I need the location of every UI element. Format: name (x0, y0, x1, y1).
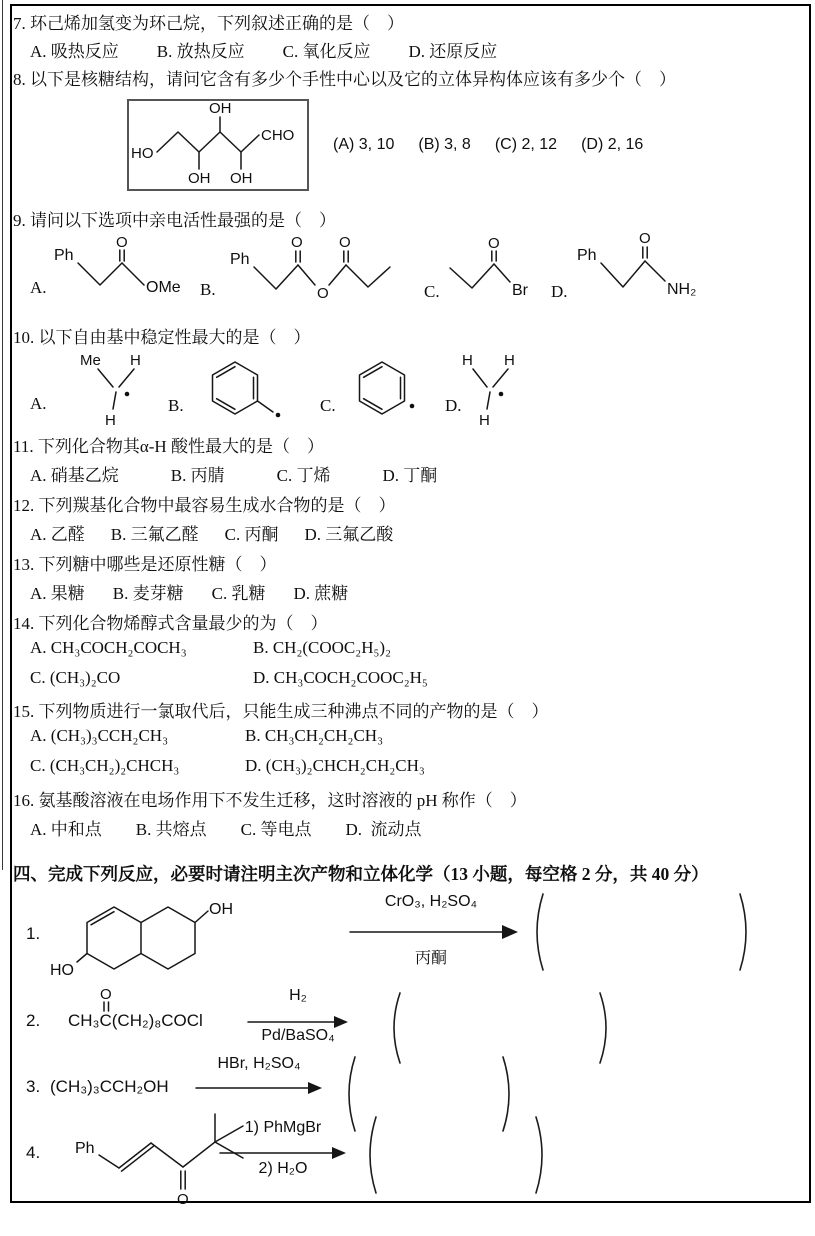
ribose-structure-box (127, 99, 309, 191)
reaction-4-close-paren (532, 1114, 550, 1196)
ome-label: OMe (146, 279, 181, 296)
option-b: B. 共熔点 (135, 820, 207, 839)
reaction-2-substrate: CH₃C(CH₂)₈COCl (68, 1011, 203, 1030)
question-12-stem: 12. 下列羰基化合物中最容易生成水合物的是（ ） (13, 496, 396, 515)
question-12-options (30, 520, 393, 545)
reaction-4-step2-below: 2) H₂O (258, 1160, 308, 1177)
structure-ethyl-radical (80, 348, 170, 428)
structure-methyl-radical (460, 348, 540, 428)
reaction-3-reagent-above: HBr, H₂SO₄ (217, 1055, 301, 1072)
reaction-1-open-paren (529, 891, 547, 973)
structure-phenylacetate-ester (52, 234, 202, 312)
reaction-3-arrow (194, 1078, 326, 1098)
question-13-options (30, 579, 348, 604)
reaction-2-number: 2. (26, 1011, 41, 1030)
structure-anhydride (228, 234, 403, 314)
structure-acyl-bromide (448, 236, 548, 314)
question-8-stem: 8. 以下是核糖结构，请问它含有多少个手性中心以及它的立体异构体应该有多少个（ ） (13, 70, 676, 89)
option-b: B. 丙腈 (170, 466, 225, 485)
structure-phenyl-radical (342, 350, 432, 426)
q15-option-a: A. (CH₃)₃CCH₂CH₃ (30, 726, 168, 745)
ribose-structure (129, 101, 307, 189)
ph-label: Ph (577, 247, 597, 264)
reaction-4-number: 4. (26, 1143, 41, 1162)
reaction-4-step1-above: 1) PhMgBr (244, 1119, 322, 1136)
q14-option-d: D. CH₃COCH₂COOC₂H₅ (253, 668, 428, 687)
option-a: A. 吸热反应 (30, 42, 119, 61)
question-9-stem: 9. 请问以下选项中亲电活性最强的是（ ） (13, 211, 336, 230)
reaction-2-catalyst-below: Pd/BaSO₄ (261, 1027, 335, 1044)
q14-option-c: C. (CH₃)₂CO (30, 668, 121, 687)
ph-label: Ph (75, 1140, 95, 1157)
section-4-header: 四、完成下列反应，必要时请注明主次产物和立体化学（13 小题，每空格 2 分，共 40 分） (13, 864, 709, 884)
radical-dot (410, 404, 415, 409)
oh-bottom2-label: OH (230, 170, 253, 187)
question-8-answers (333, 136, 643, 154)
question-14-stem: 14. 下列化合物烯醇式含量最少的为（ ） (13, 614, 328, 633)
structure-benzyl-radical (188, 350, 288, 426)
reaction-1-solvent-below: 丙酮 (414, 950, 447, 967)
me-label: Me (80, 352, 101, 369)
option-d: D. 三氟乙酸 (304, 525, 394, 544)
question-7-options (30, 37, 497, 62)
radical-dot (125, 392, 130, 397)
option-c: C. 丁烯 (276, 466, 331, 485)
answer-a: (A) 3, 10 (333, 136, 395, 153)
question-11-stem: 11. 下列化合物其α-H 酸性最大的是（ ） (13, 437, 324, 456)
reaction-1-close-paren (736, 891, 754, 973)
q14-option-a: A. CH₃COCH₂COCH₃ (30, 638, 187, 657)
q10-letter-c: C. (320, 396, 336, 415)
reaction-2-reagent-above: H₂ (289, 987, 307, 1004)
answer-b: (B) 3, 8 (418, 136, 471, 153)
reaction-2-o-label: O (100, 986, 112, 1003)
ho-label: HO (131, 145, 154, 162)
radical-dot (276, 413, 281, 418)
h-bottom-label: H (479, 412, 490, 428)
q9-letter-b: B. (200, 280, 216, 299)
q15-option-b: B. CH₃CH₂CH₂CH₃ (245, 726, 384, 745)
question-16-options (30, 815, 422, 840)
option-d: D. 丁酮 (382, 466, 438, 485)
scan-edge-line (2, 0, 3, 870)
reaction-3-close-paren (499, 1054, 517, 1134)
o-label: O (177, 1191, 189, 1208)
q14-option-b: B. CH₂(COOC₂H₅)₂ (253, 638, 391, 657)
q9-letter-a: A. (30, 278, 47, 297)
answer-c: (C) 2, 12 (494, 136, 558, 153)
h-label-2: H (504, 352, 515, 369)
br-label: Br (512, 282, 528, 299)
q9-letter-c: C. (424, 282, 440, 301)
h-bottom-label: H (105, 412, 116, 428)
option-a: A. 硝基乙烷 (30, 466, 119, 485)
question-13-stem: 13. 下列糖中哪些是还原性糖（ ） (13, 555, 277, 574)
ph-label: Ph (54, 247, 74, 264)
o-label: O (291, 234, 303, 251)
nh2-label: NH₂ (667, 281, 697, 298)
cho-label: CHO (261, 127, 295, 144)
o-label: O (488, 236, 500, 252)
option-a: A. 果糖 (30, 584, 85, 603)
q10-letter-b: B. (168, 396, 184, 415)
o-label-2: O (339, 234, 351, 251)
option-c: C. 丙酮 (224, 525, 279, 544)
ph-label: Ph (230, 251, 250, 268)
reaction-1-arrow (348, 921, 520, 943)
reaction-2-open-paren (386, 990, 404, 1066)
answer-d: (D) 2, 16 (581, 136, 644, 153)
option-b: B. 放热反应 (156, 42, 245, 61)
oh-bottom1-label: OH (188, 170, 211, 187)
reaction-1-number: 1. (26, 924, 41, 943)
option-d: D. 还原反应 (408, 42, 498, 61)
o-label: O (116, 234, 128, 251)
oh-label: OH (209, 901, 233, 918)
structure-amide (575, 232, 705, 314)
option-d: D. 流动点 (345, 820, 422, 839)
option-a: A. 中和点 (30, 820, 102, 839)
h-label: H (130, 352, 141, 369)
question-11-options (30, 461, 437, 486)
o-chain-label: O (317, 285, 329, 302)
option-a: A. 乙醛 (30, 525, 85, 544)
reaction-1-reagent-above: CrO₃, H₂SO₄ (384, 893, 478, 910)
q15-option-d: D. (CH₃)₂CHCH₂CH₂CH₃ (245, 756, 425, 775)
o-label: O (639, 232, 651, 247)
option-b: B. 三氟乙醛 (110, 525, 199, 544)
option-d: D. 蔗糖 (293, 584, 349, 603)
q9-letter-d: D. (551, 282, 568, 301)
reaction-3-number: 3. (26, 1077, 41, 1096)
structure-octahydronaphthalenediol (50, 884, 235, 992)
option-c: C. 乳糖 (211, 584, 266, 603)
h-label-1: H (462, 352, 473, 369)
reaction-2-close-paren (596, 990, 614, 1066)
reaction-4-open-paren (362, 1114, 380, 1196)
ho-label: HO (50, 962, 74, 979)
option-b: B. 麦芽糖 (112, 584, 184, 603)
question-16-stem: 16. 氨基酸溶液在电场作用下不发生迁移，这时溶液的 pH 称作（ ） (13, 791, 527, 810)
reaction-3-substrate: (CH₃)₃CCH₂OH (50, 1077, 169, 1096)
question-10-stem: 10. 以下自由基中稳定性最大的是（ ） (13, 328, 311, 347)
question-15-stem: 15. 下列物质进行一氯取代后，只能生成三种沸点不同的产物的是（ ） (13, 702, 549, 721)
option-c: C. 等电点 (240, 820, 312, 839)
question-7-stem: 7. 环己烯加氢变为环己烷，下列叙述正确的是（ ） (13, 14, 404, 33)
oh-top-label: OH (209, 101, 232, 117)
q10-letter-a: A. (30, 394, 47, 413)
radical-dot (499, 392, 504, 397)
q10-letter-d: D. (445, 396, 462, 415)
option-c: C. 氧化反应 (282, 42, 371, 61)
q15-option-c: C. (CH₃CH₂)₂CHCH₃ (30, 756, 180, 775)
